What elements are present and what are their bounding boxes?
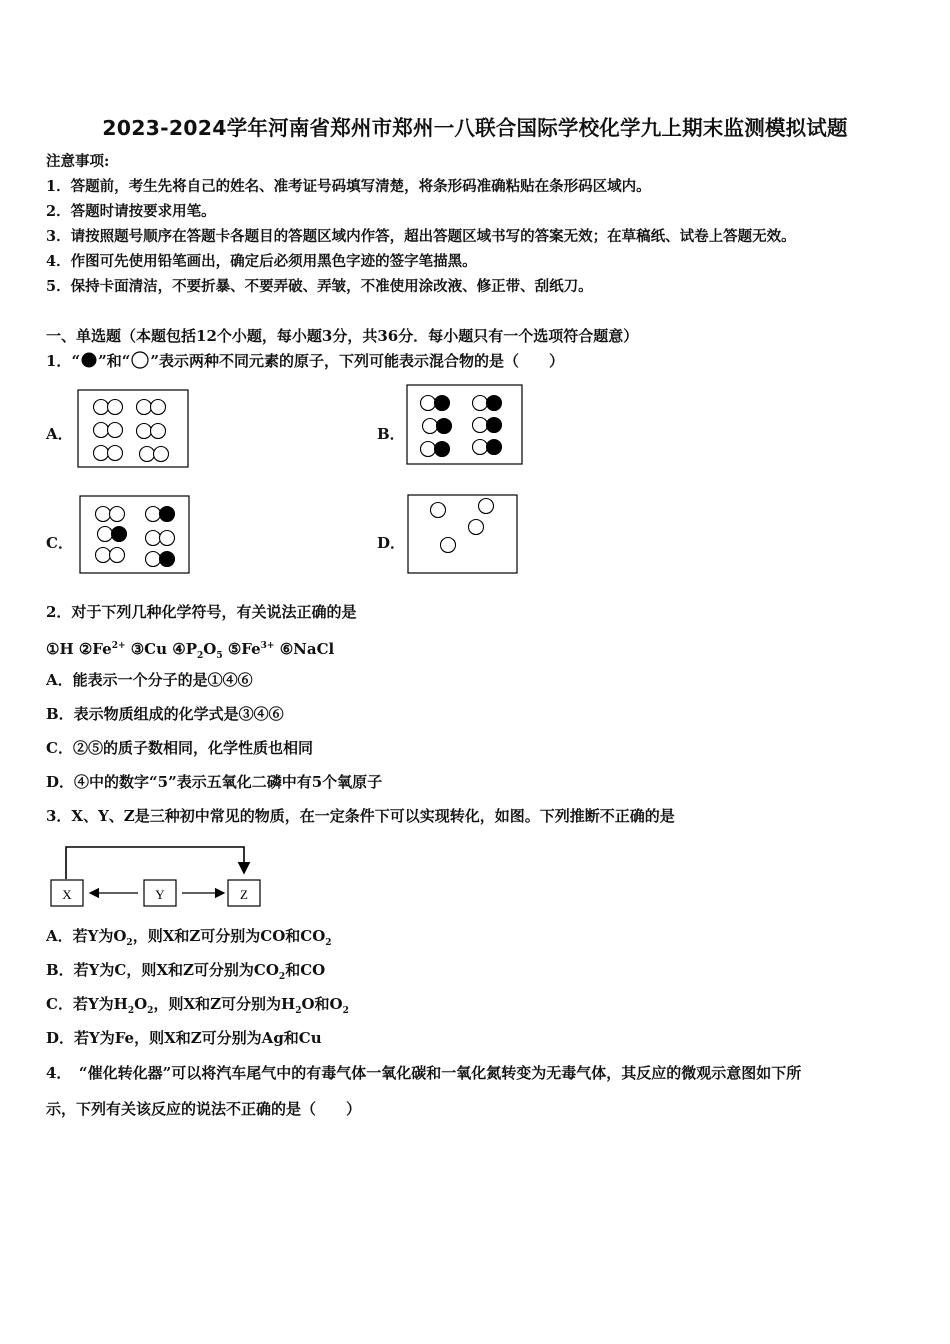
q1-stem xyxy=(46,351,564,371)
notice-item: 1．答题前，考生先将自己的姓名、准考证号码填写清楚，将条形码准确粘贴在条形码区域内。 xyxy=(46,178,651,195)
notice-item: 5．保持卡面清洁，不要折暴、不要弄破、弄皱，不准使用涂改液、修正带、刮纸刀。 xyxy=(46,278,593,295)
q2-option-c: C．②⑤的质子数相同，化学性质也相同 xyxy=(46,739,313,757)
q3-c-mid2: ，则X和Z可分别为H xyxy=(153,995,296,1013)
q2-option-d: D．④中的数字“5”表示五氧化二磷中有5个氧原子 xyxy=(46,773,383,791)
q3-label-x: X xyxy=(62,887,72,902)
q3-c-sub2: 2 xyxy=(147,1006,154,1016)
q1-number: 1． xyxy=(46,352,72,370)
q3-option-c xyxy=(46,994,349,1021)
q2-option-a: A．能表示一个分子的是①④⑥ xyxy=(46,671,253,689)
q1-option-a-diagram xyxy=(77,389,190,469)
q3-b-post: 和CO xyxy=(285,961,326,979)
q2-symbol-4-o: O xyxy=(203,640,217,658)
q1-option-c-label: C． xyxy=(46,534,73,552)
q3-c-mid1: O xyxy=(134,995,148,1013)
notice-item: 3．请按照题号顺序在答题卡各题目的答题区域内作答，超出答题区域书写的答案无效；在草稿纸、试卷上答题无效。 xyxy=(46,228,796,245)
q1-quote-open: “ xyxy=(71,352,81,370)
section-heading: 一、单选题（本题包括12个小题，每小题3分，共36分．每小题只有一个选项符合题意） xyxy=(46,327,639,345)
q2-symbol-4-sub1: 2 xyxy=(197,651,204,661)
q1-text-mid: ”和“ xyxy=(98,352,131,370)
q2-symbol-5-charge: 3+ xyxy=(260,641,275,651)
q3-stem: 3．X、Y、Z是三种初中常见的物质，在一定条件下可以实现转化，如图。下列推断不正确的是 xyxy=(46,807,675,825)
q3-c-sub1: 2 xyxy=(127,1006,135,1016)
q3-a-sub2: 2 xyxy=(325,938,332,948)
q2-stem: 2．对于下列几种化学符号，有关说法正确的是 xyxy=(46,603,357,621)
q3-c-sub4: 2 xyxy=(342,1006,349,1016)
black-atom-icon xyxy=(80,352,98,368)
q3-b-sub1: 2 xyxy=(278,972,286,982)
q4-stem-line2: 示，下列有关该反应的说法不正确的是（ ） xyxy=(46,1100,362,1118)
q3-a-pre: A．若Y为O xyxy=(46,927,127,945)
q1-option-d-label: D． xyxy=(377,534,406,552)
q3-label-y: Y xyxy=(155,887,165,902)
q2-symbol-3: ③Cu xyxy=(130,640,168,658)
q2-symbol-4-p: ④P xyxy=(172,640,197,658)
q2-symbol-6: ⑥NaCl xyxy=(279,640,335,658)
q2-symbol-4 xyxy=(172,640,223,661)
q2-option-b: B．表示物质组成的化学式是③④⑥ xyxy=(46,705,284,723)
q2-symbols xyxy=(46,636,334,666)
white-atom-icon xyxy=(130,351,150,369)
q2-symbol-2 xyxy=(79,640,126,658)
q1-text-end: ”表示两种不同元素的原子，下列可能表示混合物的是（ ） xyxy=(150,352,564,370)
notice-item: 4．作图可先使用铅笔画出，确定后必须用黑色字迹的签字笔描黑。 xyxy=(46,253,477,270)
notice-heading: 注意事项: xyxy=(46,153,110,170)
q3-c-mid3: O和O xyxy=(301,995,343,1013)
q3-option-b xyxy=(46,960,325,987)
q2-symbol-4-sub2: 5 xyxy=(216,651,223,661)
q3-option-d: D．若Y为Fe，则X和Z可分别为Ag和Cu xyxy=(46,1029,322,1047)
q1-option-d-diagram xyxy=(407,494,519,575)
q2-symbol-1: ①H xyxy=(46,640,74,658)
q2-symbol-2-charge: 2+ xyxy=(111,641,126,651)
q2-symbol-5 xyxy=(228,640,275,658)
q3-c-sub3: 2 xyxy=(295,1006,302,1016)
q4-stem-line1: 4． “催化转化器”可以将汽车尾气中的有毒气体一氧化碳和一氧化氮转变为无毒气体，其反应的微观示意图如下所 xyxy=(46,1064,802,1082)
q1-option-a-label: A． xyxy=(46,425,73,443)
q3-a-sub1: 2 xyxy=(126,938,133,948)
q3-option-a xyxy=(46,926,332,953)
q3-label-z: Z xyxy=(240,887,248,902)
page-title: 2023-2024学年河南省郑州市郑州一八联合国际学校化学九上期末监测模拟试题 xyxy=(102,116,848,140)
q2-symbol-2-base: ②Fe xyxy=(78,640,112,658)
q1-option-b-diagram xyxy=(406,384,524,466)
notice-item: 2．答题时请按要求用笔。 xyxy=(46,203,216,220)
q1-option-c-diagram xyxy=(79,495,191,575)
q3-conversion-diagram xyxy=(48,843,264,909)
q1-option-b-label: B． xyxy=(377,425,405,443)
q2-symbol-5-base: ⑤Fe xyxy=(227,640,261,658)
q3-b-pre: B．若Y为C，则X和Z可分别为CO xyxy=(46,961,279,979)
q3-c-pre: C．若Y为H xyxy=(46,995,128,1013)
q3-a-mid: ，则X和Z可分别为CO和CO xyxy=(132,927,326,945)
